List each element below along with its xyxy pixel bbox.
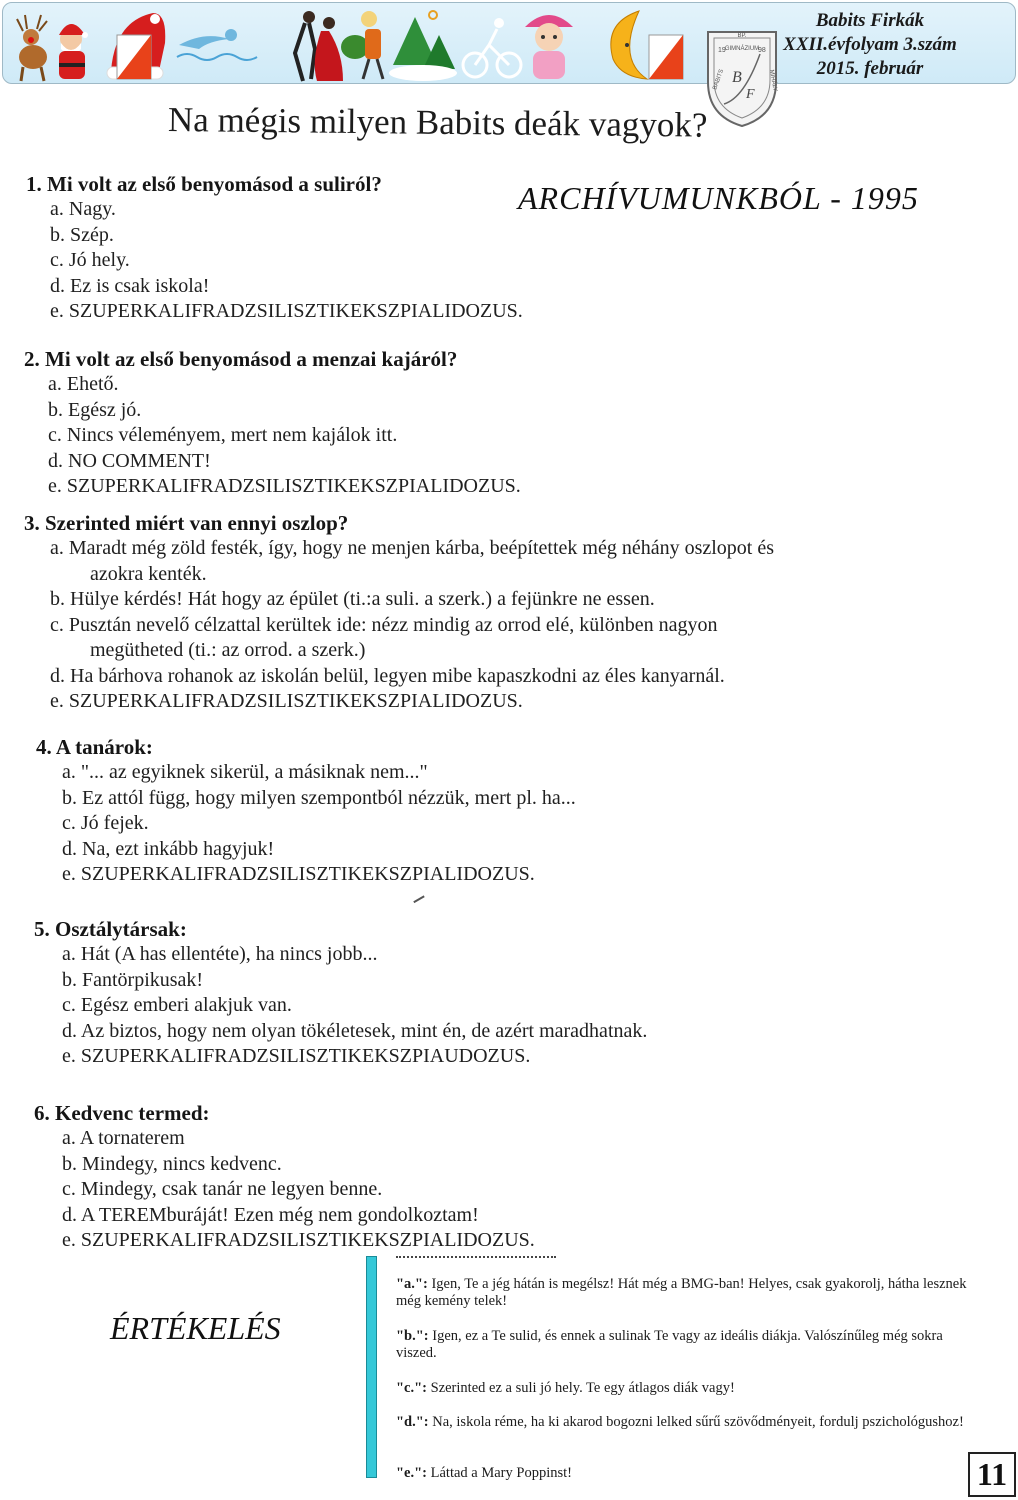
answer-option: c. Jó fejek. xyxy=(62,812,149,834)
answer-option: b. Fantörpikusak! xyxy=(62,968,204,991)
evaluation-key: "e.": xyxy=(396,1465,427,1481)
answer-option: d. A TEREMburáját! Ezen még nem gondolkoztam! xyxy=(62,1203,479,1226)
santa-icon xyxy=(59,24,88,79)
evaluation-box xyxy=(366,1256,986,1481)
answer-option: c. Mindegy, csak tanár ne legyen benne. xyxy=(62,1178,383,1200)
answer-option: d. NO COMMENT! xyxy=(48,449,211,472)
question-1 xyxy=(26,171,523,325)
volume-issue: XXII.évfolyam 3.szám xyxy=(783,34,957,55)
answer-option-continued: azokra kenték. xyxy=(90,562,207,585)
evaluation-label: ÉRTÉKELÉS xyxy=(110,1310,281,1346)
question-title: 5. Osztálytársak: xyxy=(34,917,187,941)
seal-text: GIMNÁZIUM xyxy=(724,46,760,52)
evaluation-item xyxy=(396,1328,986,1362)
evaluation-item xyxy=(396,1414,986,1431)
clipart-strip xyxy=(9,5,699,85)
evaluation-text: Igen, Te a jég hátán is megélsz! Hát még a BMG-ban! Helyes, csak gyakorolj, hátha lesznek még kemény telek! xyxy=(396,1276,967,1309)
evaluation-text: Na, iskola réme, ha ki akarod bogozni lelked sűrű szövődményeit, fordulj pszichológushoz! xyxy=(428,1414,964,1430)
evaluation-key: "c.": xyxy=(396,1380,427,1396)
answer-option: b. Ez attól függ, hogy milyen szempontból nézzük, mert pl. ha... xyxy=(62,786,576,809)
swimmer-icon xyxy=(177,29,257,60)
answer-option: e. SZUPERKALIFRADZSILISZTIKEKSZPIALIDOZUS. xyxy=(50,300,523,322)
question-2 xyxy=(24,346,521,500)
orienteering-flag-icon xyxy=(117,35,151,79)
archive-label: ARCHÍVUMUNKBÓL - 1995 xyxy=(518,180,919,216)
child-icon xyxy=(525,15,573,79)
evaluation-item xyxy=(396,1465,986,1482)
answer-option: a. Nagy. xyxy=(50,198,116,220)
answer-option: e. SZUPERKALIFRADZSILISZTIKEKSZPIAUDOZUS. xyxy=(62,1045,531,1067)
evaluation-item xyxy=(396,1380,986,1397)
answer-option-continued: megütheted (ti.: az orrod. a szerk.) xyxy=(90,639,366,661)
question-title: 4. A tanárok: xyxy=(36,735,153,759)
answer-option: a. Hát (A has ellentéte), ha nincs jobb... xyxy=(62,943,378,965)
school-seal-icon xyxy=(702,26,782,128)
boy-with-sack-icon xyxy=(341,11,383,79)
page-title: Na mégis milyen Babits deák vagyok? xyxy=(167,100,708,145)
snowy-trees-icon xyxy=(389,11,457,81)
orienteering-flag-icon xyxy=(649,35,683,79)
page-number: 11 xyxy=(968,1452,1016,1497)
answer-option: d. Ha bárhova rohanok az iskolán belül, legyen mibe kapaszkodni az éles kanyarnál. xyxy=(50,664,725,687)
dancers-icon xyxy=(295,11,343,81)
newspaper-name: Babits Firkák xyxy=(815,10,925,31)
answer-option: b. Hülye kérdés! Hát hogy az épület (ti.:a suli. a szerk.) a fejünkre ne essen. xyxy=(50,588,655,610)
answer-option: e. SZUPERKALIFRADZSILISZTIKEKSZPIALIDOZUS. xyxy=(62,863,535,885)
answer-option: b. Szép. xyxy=(50,223,114,246)
stray-mark xyxy=(413,895,426,906)
answer-option: c. Jó hely. xyxy=(50,249,130,271)
answer-option: c. Nincs véleményem, mert nem kajálok itt. xyxy=(48,424,398,446)
evaluation-text: Szerinted ez a suli jó hely. Te egy átlagos diák vagy! xyxy=(427,1380,735,1396)
question-title: 2. Mi volt az első benyomásod a menzai kajáról? xyxy=(24,347,458,371)
answer-option: a. Maradt még zöld festék, így, hogy ne menjen kárba, beépítettek még néhány oszlopot és xyxy=(50,537,775,559)
question-title: 3. Szerinted miért van ennyi oszlop? xyxy=(24,511,349,535)
seal-text: B xyxy=(732,69,742,86)
answer-option: e. SZUPERKALIFRADZSILISZTIKEKSZPIALIDOZUS. xyxy=(50,690,523,712)
seal-text: BP. xyxy=(737,33,747,39)
cyclist-icon xyxy=(463,18,521,77)
evaluation-item xyxy=(396,1276,986,1310)
seal-text: 98 xyxy=(758,47,766,54)
issue-date: 2015. február xyxy=(816,58,924,79)
moon-icon xyxy=(611,11,647,79)
answer-option: d. Ez is csak iskola! xyxy=(50,274,210,297)
answer-option: b. Mindegy, nincs kedvenc. xyxy=(62,1152,282,1175)
masthead xyxy=(755,9,985,81)
question-4 xyxy=(36,734,576,888)
seal-text: 19 xyxy=(718,47,726,54)
answer-option: d. Az biztos, hogy nem olyan tökéletesek, mint én, de azért maradhatnak. xyxy=(62,1019,648,1042)
evaluation-text: Igen, ez a Te sulid, és ennek a sulinak Te vagy az ideális diákja. Valószínűleg még sokra viszed. xyxy=(396,1328,943,1361)
question-title: 1. Mi volt az első benyomásod a suliról? xyxy=(26,172,382,196)
answer-option: e. SZUPERKALIFRADZSILISZTIKEKSZPIALIDOZUS. xyxy=(62,1229,535,1251)
seal-text: F xyxy=(746,87,755,102)
answer-option: c. Egész emberi alakjuk van. xyxy=(62,994,292,1016)
answer-option: b. Egész jó. xyxy=(48,398,142,421)
question-6 xyxy=(34,1100,535,1254)
answer-option: a. "... az egyiknek sikerül, a másiknak nem..." xyxy=(62,761,428,783)
evaluation-key: "a.": xyxy=(396,1276,428,1292)
evaluation-accent-bar xyxy=(366,1256,377,1478)
evaluation-text: Láttad a Mary Poppinst! xyxy=(427,1465,572,1481)
answer-option: d. Na, ezt inkább hagyjuk! xyxy=(62,837,275,860)
reindeer-icon xyxy=(17,15,47,81)
evaluation-key: "d.": xyxy=(396,1414,429,1430)
question-3 xyxy=(24,510,774,715)
header-banner xyxy=(2,2,1016,84)
answer-option: a. A tornaterem xyxy=(62,1127,185,1149)
answer-option: a. Ehető. xyxy=(48,373,119,395)
seal-text: MIHÁLY xyxy=(768,69,778,92)
question-5 xyxy=(34,916,647,1070)
question-title: 6. Kedvenc termed: xyxy=(34,1101,210,1125)
answer-option: c. Pusztán nevelő célzattal kerültek ide: nézz mindig az orrod elé, különben nagyon xyxy=(50,613,718,636)
answer-option: e. SZUPERKALIFRADZSILISZTIKEKSZPIALIDOZUS. xyxy=(48,475,521,497)
seal-text: BABITS xyxy=(712,68,726,91)
evaluation-key: "b.": xyxy=(396,1328,429,1344)
cut-off-text-line xyxy=(396,1256,556,1262)
